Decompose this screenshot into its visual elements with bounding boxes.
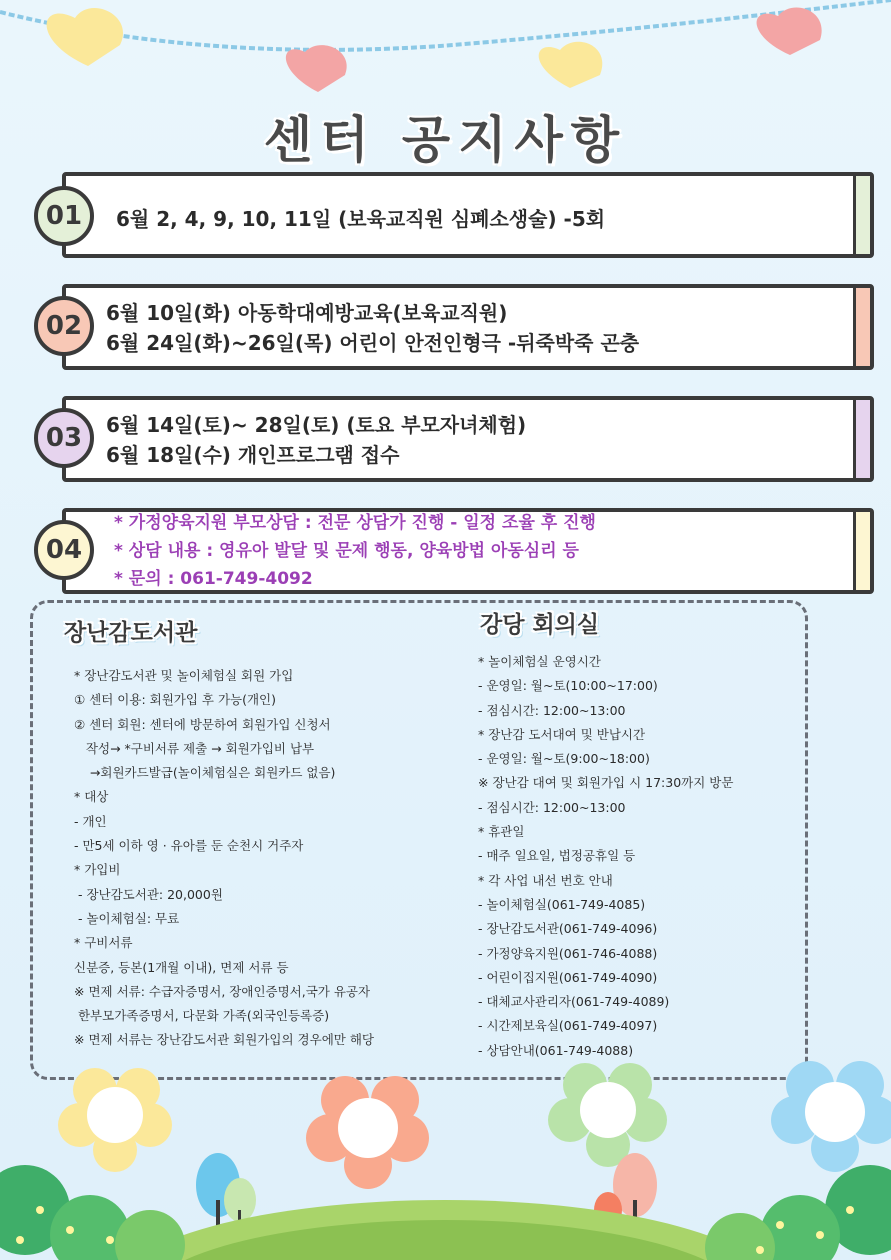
notice-number-1: 01 (34, 186, 94, 246)
list-item: - 시간제보육실(061-749-4097) (478, 1018, 658, 1034)
list-item: ※ 면제 서류는 장난감도서관 회원가입의 경우에만 해당 (74, 1032, 374, 1048)
notice-card-2 (62, 284, 874, 370)
card-tab (853, 512, 870, 590)
list-item: * 놀이체험실 운영시간 (478, 654, 601, 669)
notice-card-1 (62, 172, 874, 258)
notice-text: 6월 14일(토)~ 28일(토) (토요 부모자녀체험) 6월 18일(수) 개인프로그램 접수 (106, 413, 527, 467)
list-item: * 가입비 (74, 862, 121, 878)
heart-icon (286, 45, 347, 92)
list-item: ※ 장난감 대여 및 회원가입 시 17:30까지 방문 (478, 775, 734, 791)
list-item: - 점심시간: 12:00~13:00 (478, 702, 626, 718)
list-item: * 구비서류 (74, 935, 133, 951)
flower-icon (548, 1063, 667, 1167)
card-tab (853, 288, 870, 366)
heart-icon (757, 8, 822, 55)
list-item: 작성→ *구비서류 제출 → 회원가입비 납부 (74, 740, 315, 756)
notice-card-3 (62, 396, 874, 482)
card-tab (853, 176, 870, 254)
notice-text: 6월 2, 4, 9, 10, 11일 (보육교직원 심폐소생술) -5회 (116, 207, 606, 231)
list-item: - 매주 일요일, 법정공휴일 등 (478, 848, 636, 864)
flower-icon (58, 1068, 172, 1172)
list-item: ② 센터 회원: 센터에 방문하여 회원가입 신청서 (74, 716, 331, 732)
list-item: - 만5세 이하 영 · 유아를 둔 순천시 거주자 (74, 838, 304, 854)
list-item: - 가정양육지원(061-746-4088) (478, 945, 658, 961)
list-item: ① 센터 이용: 회원가입 후 가능(개인) (74, 692, 277, 708)
list-item: * 각 사업 내선 번호 안내 (478, 872, 613, 888)
page-title: 센터 공지사항 (263, 111, 628, 169)
list-item: - 놀이체험실(061-749-4085) (478, 896, 646, 912)
notice-text: * 가정양육지원 부모상담 : 전문 상담가 진행 - 일정 조율 후 진행 * 상담 내용 : 영유아 발달 및 문제 행동, 양육방법 아동심리 등 * 문의 : 061-749-4092 (114, 513, 596, 589)
list-item: - 장난감도서관(061-749-4096) (478, 921, 658, 937)
list-item: - 개인 (74, 813, 107, 829)
list-item: 신분증, 등본(1개월 이내), 면제 서류 등 (74, 959, 289, 975)
toy-library-list (74, 664, 374, 1053)
hall-meeting-room-title: 강당 회의실 (480, 612, 600, 638)
list-item: - 운영일: 월~토(10:00~17:00) (478, 678, 658, 694)
card-tab (853, 400, 870, 478)
heart-icon (47, 8, 123, 66)
flower-icon (306, 1076, 429, 1189)
notice-card-4 (62, 508, 874, 594)
notice-number-3: 03 (34, 408, 94, 468)
notice-number-4: 04 (34, 520, 94, 580)
list-item: - 상담안내(061-749-4088) (478, 1042, 634, 1058)
notice-text: 6월 10일(화) 아동학대예방교육(보육교직원) 6월 24일(화)~26일(목) 어린이 안전인형극 -뒤죽박죽 곤충 (106, 301, 640, 355)
list-item: - 장난감도서관: 20,000원 (74, 886, 223, 902)
list-item: →회원카드발급(놀이체험실은 회원카드 없음) (74, 765, 336, 781)
list-item: - 대체교사관리자(061-749-4089) (478, 994, 670, 1010)
list-item: * 휴관일 (478, 824, 525, 840)
list-item: * 대상 (74, 789, 109, 805)
notice-number-2: 02 (34, 296, 94, 356)
toy-library-title: 장난감도서관 (64, 620, 198, 646)
flower-landscape-decoration (0, 1060, 891, 1260)
list-item: - 점심시간: 12:00~13:00 (478, 799, 626, 815)
list-item: ※ 면제 서류: 수급자증명서, 장애인증명서,국가 유공자 (74, 983, 371, 999)
list-item: - 운영일: 월~토(9:00~18:00) (478, 751, 650, 767)
list-item: * 장난감도서관 및 놀이체험실 회원 가입 (74, 668, 294, 683)
heart-bunting-decoration (0, 0, 891, 110)
list-item: - 어린이집지원(061-749-4090) (478, 969, 658, 985)
hall-info-list (478, 650, 733, 1063)
flower-icon (771, 1061, 891, 1172)
list-item: - 놀이체험실: 무료 (74, 910, 180, 926)
list-item: 한부모가족증명서, 다문화 가족(외국인등록증) (74, 1008, 330, 1024)
list-item: * 장난감 도서대여 및 반납시간 (478, 726, 646, 742)
heart-icon (539, 42, 603, 88)
